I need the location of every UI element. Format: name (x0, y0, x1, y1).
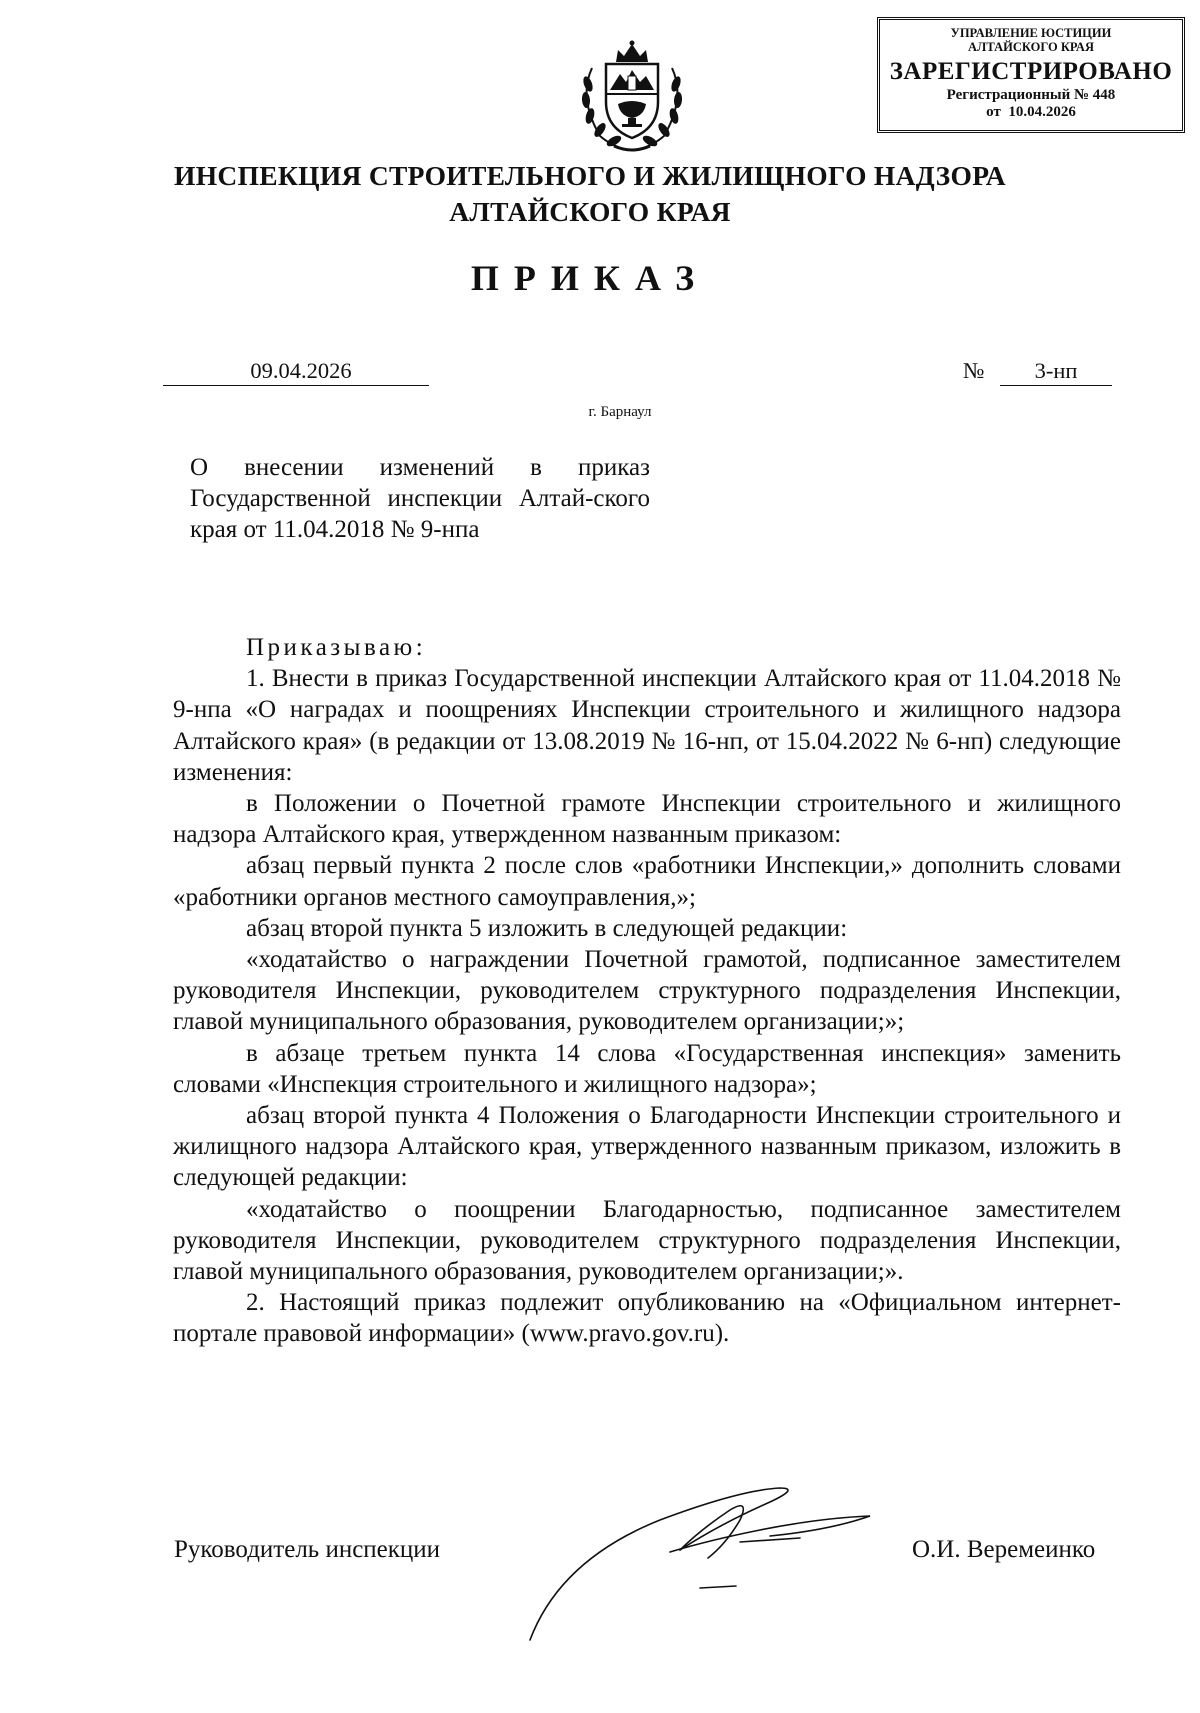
paragraph: 1. Внести в приказ Государственной инспекции Алтайского края от 11.04.2018 № 9-нпа «О наградах и поощрениях Инспекции строительного и жилищного надзора Алтайского края» (в редакции от 13.08.2019 № 16-нп, от 15.04.2022 № 6-нп) следующие изменения: (173, 665, 1121, 786)
document-type: ПРИКАЗ (470, 258, 710, 298)
city: г. Барнаул (588, 404, 652, 420)
paragraph: абзац первый пункта 2 после слов «работники Инспекции,» дополнить словами «работники органов местного самоуправления,»; (173, 852, 1121, 911)
handwritten-signature-icon (500, 1440, 900, 1650)
paragraph: абзац второй пункта 5 изложить в следующей редакции: (246, 914, 848, 942)
registration-stamp (877, 17, 1185, 133)
paragraph: в Положении о Почетной грамоте Инспекции строительного и жилищного надзора Алтайского края, утвержденном названным приказом: (173, 790, 1121, 849)
authority-line-1: ИНСПЕКЦИЯ СТРОИТЕЛЬНОГО И ЖИЛИЩНОГО НАДЗОРА (174, 160, 1006, 191)
stamp-reg-number: Регистрационный № 448 (946, 87, 1116, 103)
stamp-org: УПРАВЛЕНИЕ ЮСТИЦИИ АЛТАЙСКОГО КРАЯ (950, 26, 1112, 54)
issuing-authority (150, 158, 1030, 230)
signatory-title: Руководитель инспекции (174, 1536, 441, 1563)
altai-krai-coat-of-arms-icon (570, 38, 694, 156)
stamp-status: ЗАРЕГИСТРИРОВАНО (889, 58, 1173, 85)
document-number: 3-нп (1000, 357, 1112, 386)
document-body (173, 632, 1121, 1350)
signatory-name: О.И. Веремеинко (912, 1536, 1096, 1563)
paragraph: «ходатайство о награждении Почетной грамотой, подписанное заместителем руководителя Инспекции, руководителем структурного подразделения Инспекции, главой муниципального образования, руководителем организации;»; (173, 946, 1121, 1036)
paragraph: «ходатайство о поощрении Благодарностью, подписанное заместителем руководителя Инспекции, руководителем структурного подразделения Инспекции, главой муниципального образования, руководителем организации;». (173, 1195, 1121, 1286)
paragraph: в абзаце третьем пункта 14 слова «Государственная инспекция» заменить словами «Инспекция строительного и жилищного надзора»; (173, 1039, 1121, 1098)
paragraph: 2. Настоящий приказ подлежит опубликованию на «Официальном интернет-портале правовой информации» (www.pravo.gov.ru). (173, 1289, 1121, 1348)
document-date: 09.04.2026 (163, 357, 429, 386)
authority-line-2: АЛТАЙСКОГО КРАЯ (449, 196, 731, 227)
order-word: Приказываю: (246, 634, 427, 661)
paragraph: абзац второй пункта 4 Положения о Благодарности Инспекции строительного и жилищного надзора Алтайского края, утвержденного названным приказом, изложить в следующей редакции: (173, 1102, 1121, 1192)
document-subject: О внесении изменений в приказ Государственной инспекции Алтай-ского края от 11.04.2018 № 9-нпа (190, 454, 650, 543)
stamp-reg-date: от 10.04.2026 (986, 104, 1076, 120)
number-label: № (963, 358, 985, 383)
